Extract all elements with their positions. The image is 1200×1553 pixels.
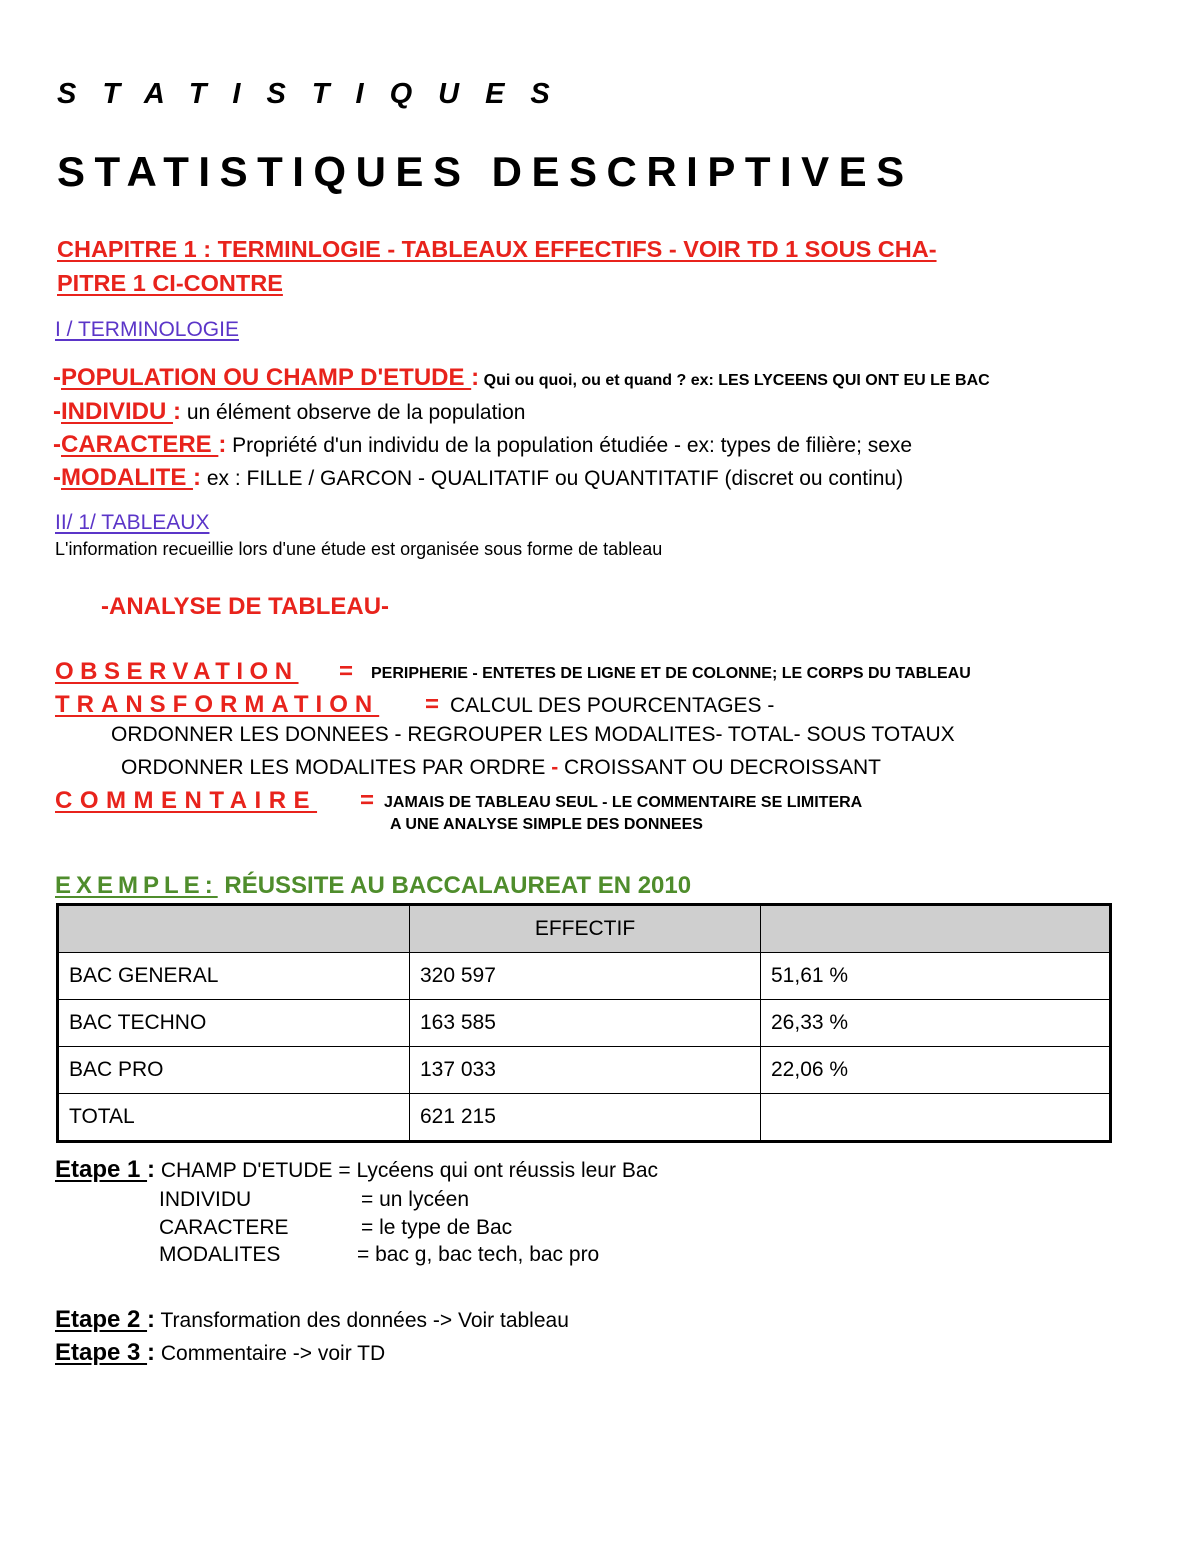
etape-1-text: CHAMP D'ETUDE = Lycéens qui ont réussis leur Bac — [155, 1159, 659, 1182]
definition-term: POPULATION OU CHAMP D'ETUDE — [61, 364, 472, 391]
etape-3-colon: : — [147, 1339, 156, 1366]
transformation-text: CALCUL DES POURCENTAGES - — [450, 694, 775, 717]
transformation-line3-end: CROISSANT OU DECROISSANT — [558, 756, 882, 779]
definition-dash: - — [53, 431, 61, 458]
transformation-equals: = — [425, 691, 440, 718]
definition-colon: : — [218, 431, 227, 458]
table-header-cell — [761, 905, 1111, 953]
definition-text: Propriété d'un individu de la population étudiée - ex: types de filière; sexe — [226, 434, 913, 457]
page-title: STATISTIQUES DESCRIPTIVES — [57, 148, 914, 195]
table-header-cell — [58, 905, 410, 953]
definition-colon: : — [193, 464, 201, 491]
definition-population — [53, 364, 990, 392]
definition-individu — [53, 398, 525, 426]
etape-1-colon: : — [147, 1156, 156, 1183]
table-cell: 621 215 — [410, 1094, 761, 1142]
definition-colon: : — [471, 364, 480, 391]
etape-2-label: Etape 2 — [55, 1306, 148, 1333]
chapter-title-line1: CHAPITRE 1 : TERMINLOGIE - TABLEAUX EFFECTIFS - VOIR TD 1 SOUS CHA- — [57, 236, 937, 262]
transformation-line3 — [121, 756, 881, 780]
table-cell — [761, 1094, 1111, 1142]
analyse-title: -ANALYSE DE TABLEAU- — [101, 593, 390, 620]
etape-1-value: = bac g, bac tech, bac pro — [357, 1243, 600, 1266]
table-row — [58, 1000, 1111, 1047]
section-tableaux-intro: L'information recueillie lors d'une étude est organisée sous forme de tableau — [55, 539, 663, 559]
etape-1-term: INDIVIDU — [159, 1188, 252, 1211]
table-cell: 137 033 — [410, 1047, 761, 1094]
commentaire-text: JAMAIS DE TABLEAU SEUL - LE COMMENTAIRE SE LIMITERA — [384, 794, 863, 811]
table-cell: 320 597 — [410, 953, 761, 1000]
etape-2 — [55, 1306, 569, 1334]
etape-1-term: MODALITES — [159, 1243, 281, 1266]
etape-3 — [55, 1339, 385, 1367]
definition-dash: - — [53, 364, 61, 391]
section-tableaux-heading: II/ 1/ TABLEAUX — [55, 511, 210, 534]
table-cell: 51,61 % — [761, 953, 1111, 1000]
commentaire-line2: A UNE ANALYSE SIMPLE DES DONNEES — [390, 816, 703, 833]
example-label: EXEMPLE: — [55, 872, 218, 899]
observation-label: OBSERVATION — [55, 658, 299, 685]
table-cell: TOTAL — [58, 1094, 410, 1142]
definition-caractere — [53, 431, 912, 459]
example-table — [56, 903, 1112, 1143]
etape-3-label: Etape 3 — [55, 1339, 148, 1366]
etape-2-colon: : — [147, 1306, 156, 1333]
transformation-line3-start: ORDONNER LES MODALITES PAR ORDRE — [121, 756, 552, 779]
table-cell: 22,06 % — [761, 1047, 1111, 1094]
definition-term: MODALITE — [61, 464, 193, 491]
table-cell: BAC TECHNO — [58, 1000, 410, 1047]
etape-1-label: Etape 1 — [55, 1156, 148, 1183]
etape-2-text: Transformation des données -> Voir tableau — [155, 1309, 569, 1332]
definition-term: CARACTERE — [61, 431, 219, 458]
table-row — [58, 1094, 1111, 1142]
definition-modalite — [53, 464, 903, 492]
etape-1 — [55, 1156, 658, 1184]
table-cell: BAC GENERAL — [58, 953, 410, 1000]
example-heading — [55, 872, 691, 900]
table-header-row — [58, 905, 1111, 953]
definition-text: un élément observe de la population — [181, 401, 526, 424]
transformation-label: TRANSFORMATION — [55, 691, 380, 718]
etape-1-value: = un lycéen — [361, 1188, 469, 1211]
observation-equals: = — [339, 658, 354, 685]
etape-3-text: Commentaire -> voir TD — [155, 1342, 386, 1365]
table-cell: 163 585 — [410, 1000, 761, 1047]
table-cell: BAC PRO — [58, 1047, 410, 1094]
etape-1-value: = le type de Bac — [361, 1216, 513, 1239]
transformation-line3-dash: - — [551, 756, 559, 779]
definition-dash: - — [53, 464, 61, 491]
section-terminologie-heading: I / TERMINOLOGIE — [55, 318, 239, 341]
table-cell: 26,33 % — [761, 1000, 1111, 1047]
table-header-effectif: EFFECTIF — [410, 905, 761, 953]
observation-text: PERIPHERIE - ENTETES DE LIGNE ET DE COLONNE; LE CORPS DU TABLEAU — [371, 665, 971, 682]
example-title: RÉUSSITE AU BACCALAUREAT EN 2010 — [217, 872, 692, 899]
table-row — [58, 953, 1111, 1000]
transformation-line2: ORDONNER LES DONNEES - REGROUPER LES MODALITES- TOTAL- SOUS TOTAUX — [111, 723, 955, 746]
commentaire-equals: = — [360, 787, 375, 814]
definition-text: Qui ou quoi, ou et quand ? ex: LES LYCEENS QUI ONT EU LE BAC — [479, 372, 990, 389]
definition-colon: : — [173, 398, 182, 425]
definition-text: ex : FILLE / GARCON - QUALITATIF ou QUANTITATIF (discret ou continu) — [201, 467, 904, 490]
definition-term: INDIVIDU — [61, 398, 174, 425]
definition-dash: - — [53, 398, 61, 425]
chapter-title-line2: PITRE 1 CI-CONTRE — [57, 270, 283, 296]
etape-1-term: CARACTERE — [159, 1216, 289, 1239]
commentaire-label: COMMENTAIRE — [55, 787, 318, 814]
table-row — [58, 1047, 1111, 1094]
super-title: STATISTIQUES — [57, 78, 576, 110]
